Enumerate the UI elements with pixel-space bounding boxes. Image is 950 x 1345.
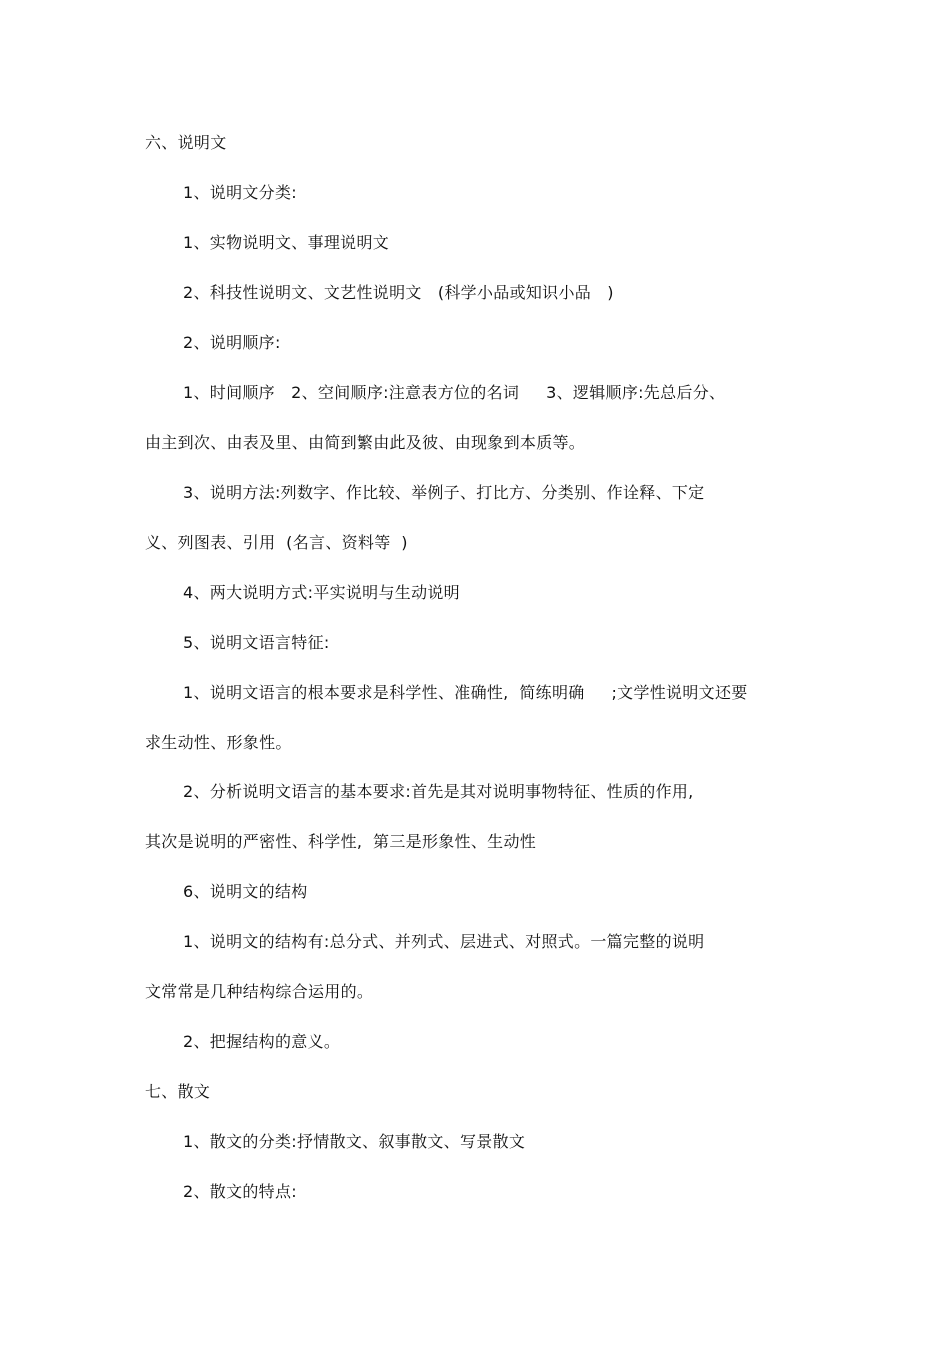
paragraph-line: 1、时间顺序 2、空间顺序:注意表方位的名词 3、逻辑顺序:先总后分、 — [183, 383, 726, 402]
paragraph-line: 1、说明文的结构有:总分式、并列式、层进式、对照式。一篇完整的说明 — [183, 932, 705, 951]
paragraph-line: 义、列图表、引用 (名言、资料等 ) — [145, 533, 408, 552]
paragraph-line: 1、说明文语言的根本要求是科学性、准确性, 简练明确 ;文学性说明文还要 — [183, 683, 748, 702]
paragraph-line: 2、分析说明文语言的基本要求:首先是其对说明事物特征、性质的作用, — [183, 782, 694, 801]
paragraph-line: 其次是说明的严密性、科学性, 第三是形象性、生动性 — [145, 832, 537, 851]
subheading: 2、说明顺序: — [183, 333, 281, 352]
paragraph-line: 2、把握结构的意义。 — [183, 1032, 341, 1051]
paragraph-line: 3、说明方法:列数字、作比较、举例子、打比方、分类别、作诠释、下定 — [183, 483, 705, 502]
paragraph-line: 1、实物说明文、事理说明文 — [183, 233, 390, 252]
subheading: 1、说明文分类: — [183, 183, 297, 202]
subheading: 5、说明文语言特征: — [183, 633, 330, 652]
section-heading: 七、散文 — [145, 1082, 211, 1101]
subheading: 6、说明文的结构 — [183, 882, 308, 901]
paragraph-line: 求生动性、形象性。 — [145, 733, 292, 752]
section-heading: 六、说明文 — [145, 133, 227, 152]
paragraph-line: 1、散文的分类:抒情散文、叙事散文、写景散文 — [183, 1132, 526, 1151]
subheading: 2、散文的特点: — [183, 1182, 297, 1201]
paragraph-line: 由主到次、由表及里、由简到繁由此及彼、由现象到本质等。 — [145, 433, 586, 452]
paragraph-line: 2、科技性说明文、文艺性说明文 (科学小品或知识小品 ) — [183, 283, 614, 302]
paragraph-line: 文常常是几种结构综合运用的。 — [145, 982, 374, 1001]
paragraph-line: 4、两大说明方式:平实说明与生动说明 — [183, 583, 460, 602]
